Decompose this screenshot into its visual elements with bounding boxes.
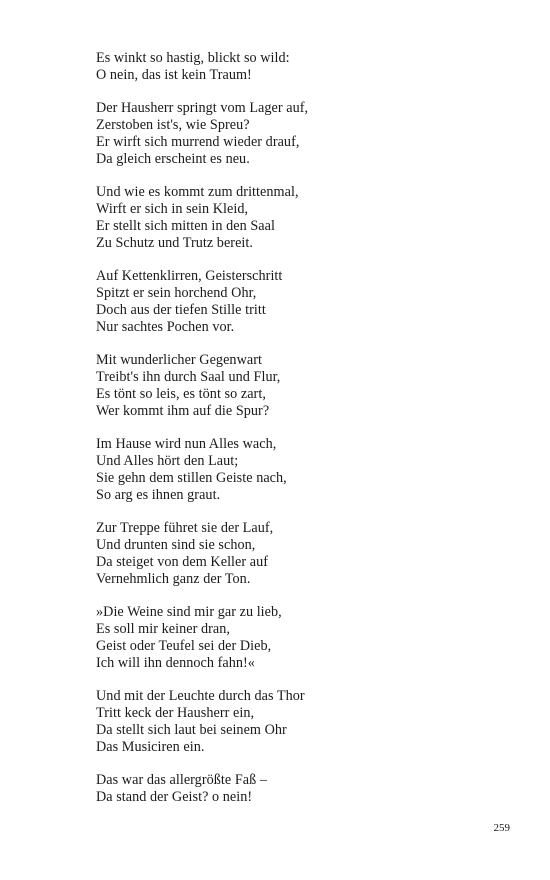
- poem-line: Nur sachtes Pochen vor.: [96, 319, 235, 335]
- poem-line: Da gleich erscheint es neu.: [96, 151, 250, 167]
- poem-line: Geist oder Teufel sei der Dieb,: [96, 638, 272, 654]
- poem-line: Und mit der Leuchte durch das Thor: [96, 688, 305, 704]
- poem-line: Zur Treppe führet sie der Lauf,: [96, 520, 274, 536]
- stanza: [96, 184, 496, 252]
- poem-line: Spitzt er sein horchend Ohr,: [96, 285, 257, 301]
- stanza: [96, 100, 496, 168]
- poem-line: Ich will ihn dennoch fahn!«: [96, 655, 255, 671]
- poem-line: Und Alles hört den Laut;: [96, 453, 239, 469]
- poem-line: Es soll mir keiner dran,: [96, 621, 230, 637]
- poem-line: Es winkt so hastig, blickt so wild:: [96, 50, 290, 66]
- poem-line: Im Hause wird nun Alles wach,: [96, 436, 277, 452]
- poem-line: So arg es ihnen graut.: [96, 487, 221, 503]
- stanza: [96, 352, 496, 420]
- stanza: [96, 688, 496, 756]
- poem-line: Vernehmlich ganz der Ton.: [96, 571, 251, 587]
- poem-line: »Die Weine sind mir gar zu lieb,: [96, 604, 282, 620]
- poem-line: Zu Schutz und Trutz bereit.: [96, 235, 254, 251]
- stanza: [96, 436, 496, 504]
- poem-line: Das war das allergrößte Faß –: [96, 772, 267, 788]
- poem-line: Da stellt sich laut bei seinem Ohr: [96, 722, 287, 738]
- poem-line: Tritt keck der Hausherr ein,: [96, 705, 255, 721]
- poem-line: Und wie es kommt zum drittenmal,: [96, 184, 299, 200]
- poem-line: Er wirft sich murrend wieder drauf,: [96, 134, 300, 150]
- poem-line: Doch aus der tiefen Stille tritt: [96, 302, 266, 318]
- stanza: [96, 520, 496, 588]
- poem-line: Wer kommt ihm auf die Spur?: [96, 403, 270, 419]
- poem-line: Sie gehn dem stillen Geiste nach,: [96, 470, 287, 486]
- page-number: 259: [493, 822, 510, 834]
- poem-line: Auf Kettenklirren, Geisterschritt: [96, 268, 283, 284]
- poem-line: Der Hausherr springt vom Lager auf,: [96, 100, 309, 116]
- stanza: [96, 50, 496, 84]
- poem-line: Wirft er sich in sein Kleid,: [96, 201, 249, 217]
- poem-line: Er stellt sich mitten in den Saal: [96, 218, 275, 234]
- poem-line: Es tönt so leis, es tönt so zart,: [96, 386, 266, 402]
- poem-line: Treibt's ihn durch Saal und Flur,: [96, 369, 281, 385]
- poem-line: O nein, das ist kein Traum!: [96, 67, 252, 83]
- poem-line: Das Musiciren ein.: [96, 739, 205, 755]
- stanza: [96, 268, 496, 336]
- stanza: [96, 604, 496, 672]
- poem-line: Da steiget von dem Keller auf: [96, 554, 269, 570]
- poem-line: Da stand der Geist? o nein!: [96, 789, 253, 805]
- poem-line: Und drunten sind sie schon,: [96, 537, 256, 553]
- stanza: [96, 772, 496, 806]
- poem-line: Zerstoben ist's, wie Spreu?: [96, 117, 250, 133]
- poem-line: Mit wunderlicher Gegenwart: [96, 352, 262, 368]
- poem-text: [96, 50, 496, 806]
